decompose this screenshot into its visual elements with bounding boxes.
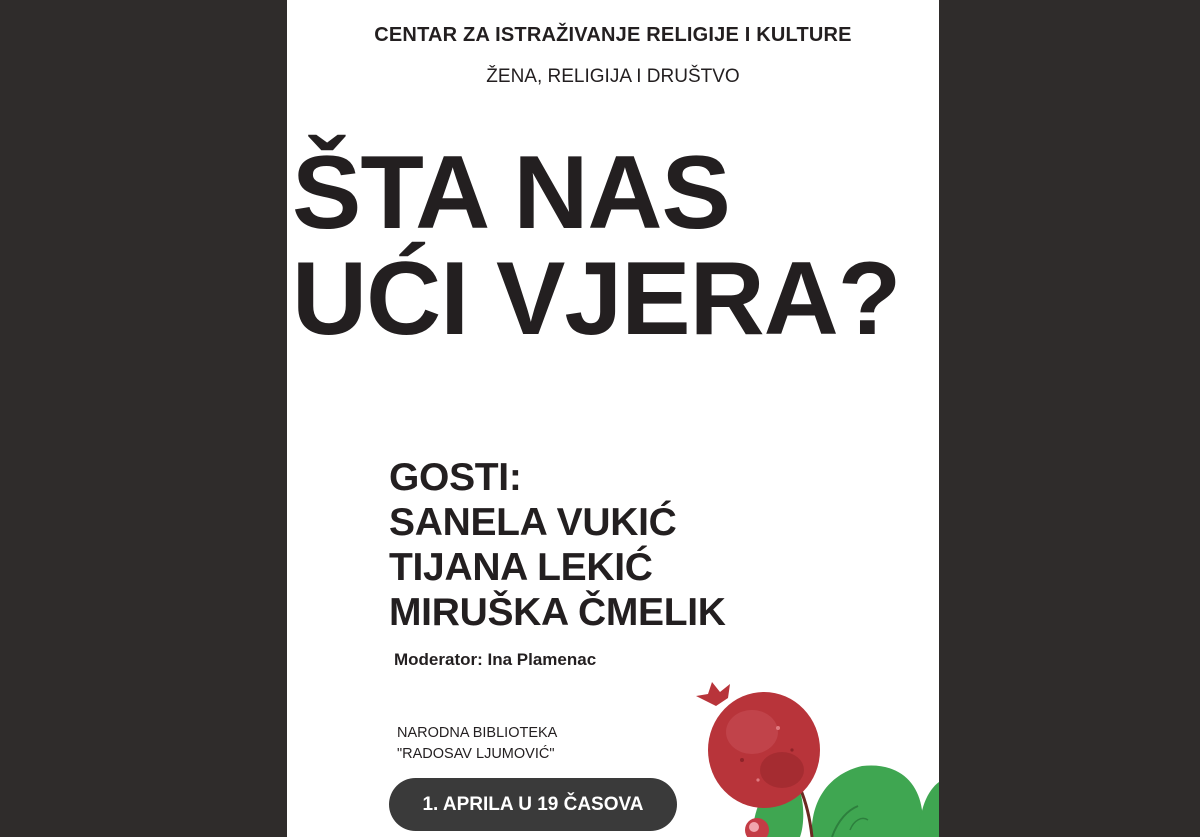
guests-label: GOSTI: — [389, 456, 522, 499]
series-title: ŽENA, RELIGIJA I DRUŠTVO — [486, 66, 740, 87]
guests-block — [389, 455, 726, 635]
date-time-badge: 1. APRILA U 19 ČASOVA — [389, 778, 677, 831]
guest-name: MIRUŠKA ČMELIK — [389, 591, 726, 634]
moderator-line: Moderator: Ina Plamenac — [394, 650, 597, 669]
headline — [292, 135, 901, 357]
headline-line-2: UĆI VJERA? — [292, 241, 901, 357]
headline-line-1: ŠTA NAS — [292, 135, 730, 251]
guest-name: SANELA VUKIĆ — [389, 501, 677, 544]
pomegranate-fruit — [696, 682, 820, 808]
venue-block — [397, 723, 557, 765]
pomegranate-illustration — [682, 670, 939, 837]
venue-line-1: NARODNA BIBLIOTEKA — [397, 725, 558, 741]
venue-line-2: "RADOSAV LJUMOVIĆ" — [397, 746, 555, 762]
guest-name: TIJANA LEKIĆ — [389, 546, 653, 589]
organization-name: CENTAR ZA ISTRAŽIVANJE RELIGIJE I KULTURE — [374, 24, 852, 46]
event-poster — [287, 0, 939, 837]
